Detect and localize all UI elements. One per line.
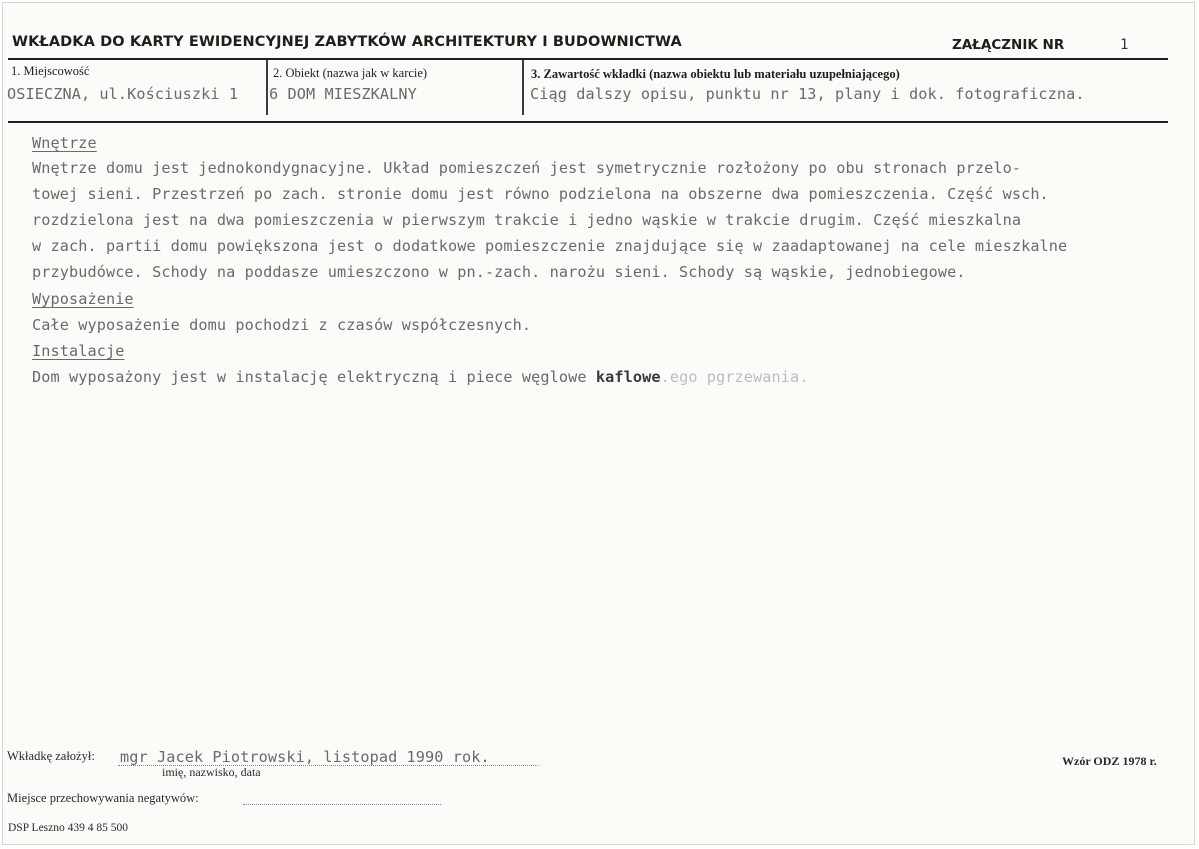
author-value: mgr Jacek Piotrowski, listopad 1990 rok. <box>120 748 490 766</box>
record-card <box>2 2 1195 845</box>
interior-line-2: towej sieni. Przestrzeń po zach. stronie domu jest równo podzielona na obszerne dwa pomieszczenia. Część wsch. <box>32 185 1049 203</box>
interior-line-3: rozdzielona jest na dwa pomieszczenia w pierwszym trakcie i jedno wąskie w trakcie drugim. Część mieszkalna <box>32 211 1022 229</box>
installations-text-faded: .ego pgrzewania. <box>660 368 809 386</box>
section-heading-interior: Wnętrze <box>32 134 97 152</box>
field-contents-value: Ciąg dalszy opisu, punktu nr 13, plany i dok. fotograficzna. <box>530 85 1085 103</box>
interior-line-1: Wnętrze domu jest jednokondygnacyjne. Układ pomieszczeń jest symetrycznie rozłożony po obu stronach przelo- <box>32 159 1022 177</box>
print-info: DSP Leszno 439 4 85 500 <box>8 822 129 834</box>
header-top-rule <box>8 58 1168 60</box>
annex-label: ZAŁĄCZNIK NR <box>952 37 1065 53</box>
field-object-value: 6 DOM MIESZKALNY <box>269 85 417 103</box>
document-title: WKŁADKA DO KARTY EWIDENCYJNEJ ZABYTKÓW ARCHITEKTURY I BUDOWNICTWA <box>12 34 682 50</box>
annex-number: 1 <box>1120 37 1129 53</box>
installations-text-overstruck: kaflowe <box>595 368 661 386</box>
field-divider-2 <box>522 60 524 115</box>
interior-line-4: w zach. partii domu powiększona jest o dodatkowe pomieszczenie znajdujące się w zaadaptowanej na cele mieszkalne <box>32 237 1068 255</box>
negatives-storage-label: Miejsce przechowywania negatywów: <box>7 791 199 805</box>
section-heading-furnishings: Wyposażenie <box>32 290 134 308</box>
interior-line-5: przybudówce. Schody na poddasze umieszczono w pn.-zach. narożu sieni. Schody są wąskie, jednobiegowe. <box>32 263 966 281</box>
furnishings-line: Całe wyposażenie domu pochodzi z czasów współczesnych. <box>32 316 532 334</box>
author-caption: imię, nazwisko, data <box>162 765 261 779</box>
header-bottom-rule <box>8 121 1168 123</box>
author-label: Wkładkę założył: <box>7 749 95 763</box>
field-contents-label: 3. Zawartość wkładki (nazwa obiektu lub materiału uzupełniającego) <box>531 67 900 81</box>
installations-line <box>32 368 809 386</box>
negatives-storage-dotted-line <box>243 804 441 805</box>
form-model-label: Wzór ODZ 1978 r. <box>1062 754 1157 768</box>
field-location-value: OSIECZNA, ul.Kościuszki 1 <box>7 85 239 103</box>
field-location-label: 1. Miejscowość <box>11 64 90 78</box>
field-object-label: 2. Obiekt (nazwa jak w karcie) <box>273 66 428 80</box>
section-heading-installations: Instalacje <box>32 342 125 360</box>
installations-text: Dom wyposażony jest w instalację elektryczną i piece węglowe <box>32 368 596 386</box>
field-divider-1 <box>266 60 268 115</box>
